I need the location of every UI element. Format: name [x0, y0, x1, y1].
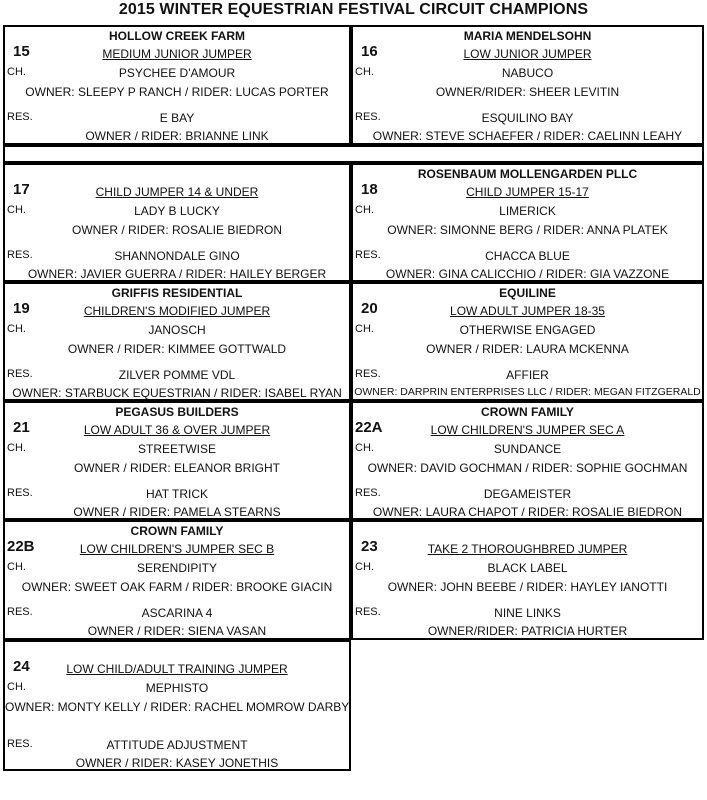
- champion-label: CH.: [7, 204, 26, 216]
- class-name: LOW CHILDREN'S JUMPER SEC B: [79, 542, 275, 556]
- entry-card-15: [3, 25, 351, 145]
- class-number: 22B: [7, 538, 35, 555]
- class-number: 18: [361, 181, 378, 198]
- reserve-horse: NINE LINKS: [494, 606, 561, 620]
- reserve-label: RES.: [355, 249, 381, 261]
- reserve-owner: OWNER / RIDER: SIENA VASAN: [87, 624, 267, 638]
- reserve-horse: ATTITUDE ADJUSTMENT: [106, 738, 248, 752]
- champion-horse: BLACK LABEL: [487, 561, 568, 575]
- champion-label: CH.: [7, 323, 26, 335]
- champion-horse: JANOSCH: [148, 323, 206, 337]
- entry-card-19: [3, 282, 351, 401]
- champion-owner: OWNER: SLEEPY P RANCH / RIDER: LUCAS PORTER: [25, 85, 329, 99]
- divider-band: [3, 145, 704, 163]
- reserve-label: RES.: [355, 111, 381, 123]
- class-number: 15: [13, 43, 30, 60]
- champion-label: CH.: [355, 66, 374, 78]
- class-number: 17: [13, 181, 30, 198]
- reserve-label: RES.: [7, 368, 33, 380]
- champion-label: CH.: [7, 66, 26, 78]
- sponsor: ROSENBAUM MOLLENGARDEN PLLC: [417, 167, 638, 181]
- champion-owner: OWNER / RIDER: KIMMEE GOTTWALD: [67, 342, 287, 356]
- reserve-horse: SHANNONDALE GINO: [114, 249, 240, 263]
- class-name: TAKE 2 THOROUGHBRED JUMPER: [427, 542, 628, 556]
- champion-owner: OWNER: MONTY KELLY / RIDER: RACHEL MOMROW DARBY: [5, 700, 350, 714]
- champion-owner: OWNER / RIDER: ELEANOR BRIGHT: [73, 461, 281, 475]
- class-name: LOW CHILDREN'S JUMPER SEC A: [430, 423, 625, 437]
- champion-label: CH.: [355, 204, 374, 216]
- sponsor: EQUILINE: [499, 286, 556, 300]
- reserve-horse: CHACCA BLUE: [485, 249, 570, 263]
- class-number: 22A: [355, 419, 383, 436]
- class-name: LOW CHILD/ADULT TRAINING JUMPER: [66, 662, 288, 676]
- champion-owner: OWNER: DAVID GOCHMAN / RIDER: SOPHIE GOCHMAN: [367, 461, 688, 475]
- champion-owner: OWNER: JOHN BEEBE / RIDER: HAYLEY IANOTTI: [387, 580, 668, 594]
- entry-card-17: [3, 163, 351, 282]
- reserve-horse: DEGAMEISTER: [483, 487, 572, 501]
- champion-owner: OWNER: SWEET OAK FARM / RIDER: BROOKE GIACIN: [21, 580, 333, 594]
- reserve-owner: OWNER: LAURA CHAPOT / RIDER: ROSALIE BIEDRON: [372, 505, 683, 519]
- entry-card-18: [351, 163, 704, 282]
- champion-owner: OWNER / RIDER: LAURA MCKENNA: [426, 342, 629, 356]
- sponsor: CROWN FAMILY: [481, 405, 574, 419]
- class-name: MEDIUM JUNIOR JUMPER: [102, 47, 252, 61]
- class-name: CHILD JUMPER 15-17: [466, 185, 589, 199]
- class-number: 24: [13, 658, 30, 675]
- class-name: LOW ADULT 36 & OVER JUMPER: [83, 423, 271, 437]
- entry-card-23: [351, 520, 704, 640]
- reserve-label: RES.: [355, 368, 381, 380]
- entry-card-22b: [3, 520, 351, 640]
- reserve-owner: OWNER: GINA CALICCHIO / RIDER: GIA VAZZONE: [385, 267, 670, 281]
- class-number: 20: [361, 300, 378, 317]
- champion-owner: OWNER / RIDER: ROSALIE BIEDRON: [71, 223, 283, 237]
- reserve-horse: ZILVER POMME VDL: [118, 368, 236, 382]
- reserve-owner: OWNER: STARBUCK EQUESTRIAN / RIDER: ISABEL RYAN: [12, 386, 342, 400]
- champion-label: CH.: [355, 561, 374, 573]
- entry-card-16: [351, 25, 704, 145]
- reserve-label: RES.: [7, 487, 33, 499]
- class-name: CHILDREN'S MODIFIED JUMPER: [83, 304, 271, 318]
- champion-horse: OTHERWISE ENGAGED: [459, 323, 596, 337]
- reserve-owner: OWNER: STEVE SCHAEFER / RIDER: CAELINN LEAHY: [372, 129, 683, 143]
- class-number: 23: [361, 538, 378, 555]
- class-number: 21: [13, 419, 30, 436]
- reserve-label: RES.: [7, 606, 33, 618]
- reserve-horse: ASCARINA 4: [141, 606, 213, 620]
- champion-horse: STREETWISE: [137, 442, 216, 456]
- reserve-label: RES.: [7, 738, 33, 750]
- reserve-owner: OWNER: DARPRIN ENTERPRISES LLC / RIDER: MEGAN FITZGERALD: [354, 386, 701, 398]
- champion-owner: OWNER: SIMONNE BERG / RIDER: ANNA PLATEK: [387, 223, 668, 237]
- reserve-horse: ESQUILINO BAY: [481, 111, 574, 125]
- entry-card-21: [3, 401, 351, 520]
- entry-card-24: [3, 640, 351, 771]
- champion-label: CH.: [7, 442, 26, 454]
- class-number: 19: [13, 300, 30, 317]
- reserve-owner: OWNER / RIDER: BRIANNE LINK: [85, 129, 269, 143]
- champion-horse: LADY B LUCKY: [134, 204, 220, 218]
- reserve-owner: OWNER / RIDER: PAMELA STEARNS: [73, 505, 281, 519]
- champion-horse: MEPHISTO: [145, 681, 209, 695]
- reserve-owner: OWNER / RIDER: KASEY JONETHIS: [75, 756, 279, 770]
- reserve-label: RES.: [355, 487, 381, 499]
- champion-horse: SUNDANCE: [493, 442, 562, 456]
- reserve-label: RES.: [7, 111, 33, 123]
- champion-label: CH.: [355, 442, 374, 454]
- champion-horse: SERENDIPITY: [136, 561, 217, 575]
- class-name: LOW ADULT JUMPER 18-35: [450, 304, 605, 318]
- champion-horse: NABUCO: [501, 66, 554, 80]
- sponsor: GRIFFIS RESIDENTIAL: [111, 286, 243, 300]
- champion-label: CH.: [7, 681, 26, 693]
- sponsor: MARIA MENDELSOHN: [463, 29, 592, 43]
- entry-card-22a: [351, 401, 704, 520]
- reserve-horse: AFFIER: [506, 368, 549, 382]
- champion-owner: OWNER/RIDER: SHEER LEVITIN: [435, 85, 620, 99]
- sponsor: CROWN FAMILY: [130, 524, 224, 538]
- champion-label: CH.: [7, 561, 26, 573]
- champion-label: CH.: [355, 323, 374, 335]
- champion-horse: LIMERICK: [499, 204, 556, 218]
- class-name: CHILD JUMPER 14 & UNDER: [95, 185, 259, 199]
- entry-card-20: [351, 282, 704, 401]
- sponsor: PEGASUS BUILDERS: [115, 405, 239, 419]
- champion-horse: PSYCHEE D'AMOUR: [118, 66, 236, 80]
- reserve-label: RES.: [355, 606, 381, 618]
- class-number: 16: [361, 43, 378, 60]
- reserve-owner: OWNER: JAVIER GUERRA / RIDER: HAILEY BERGER: [27, 267, 327, 281]
- reserve-horse: HAT TRICK: [145, 487, 208, 501]
- reserve-label: RES.: [7, 249, 33, 261]
- reserve-owner: OWNER/RIDER: PATRICIA HURTER: [427, 624, 628, 638]
- class-name: LOW JUNIOR JUMPER: [463, 47, 592, 61]
- sponsor: HOLLOW CREEK FARM: [109, 29, 245, 43]
- page-title: 2015 WINTER EQUESTRIAN FESTIVAL CIRCUIT CHAMPIONS: [118, 1, 589, 18]
- reserve-horse: E BAY: [159, 111, 195, 125]
